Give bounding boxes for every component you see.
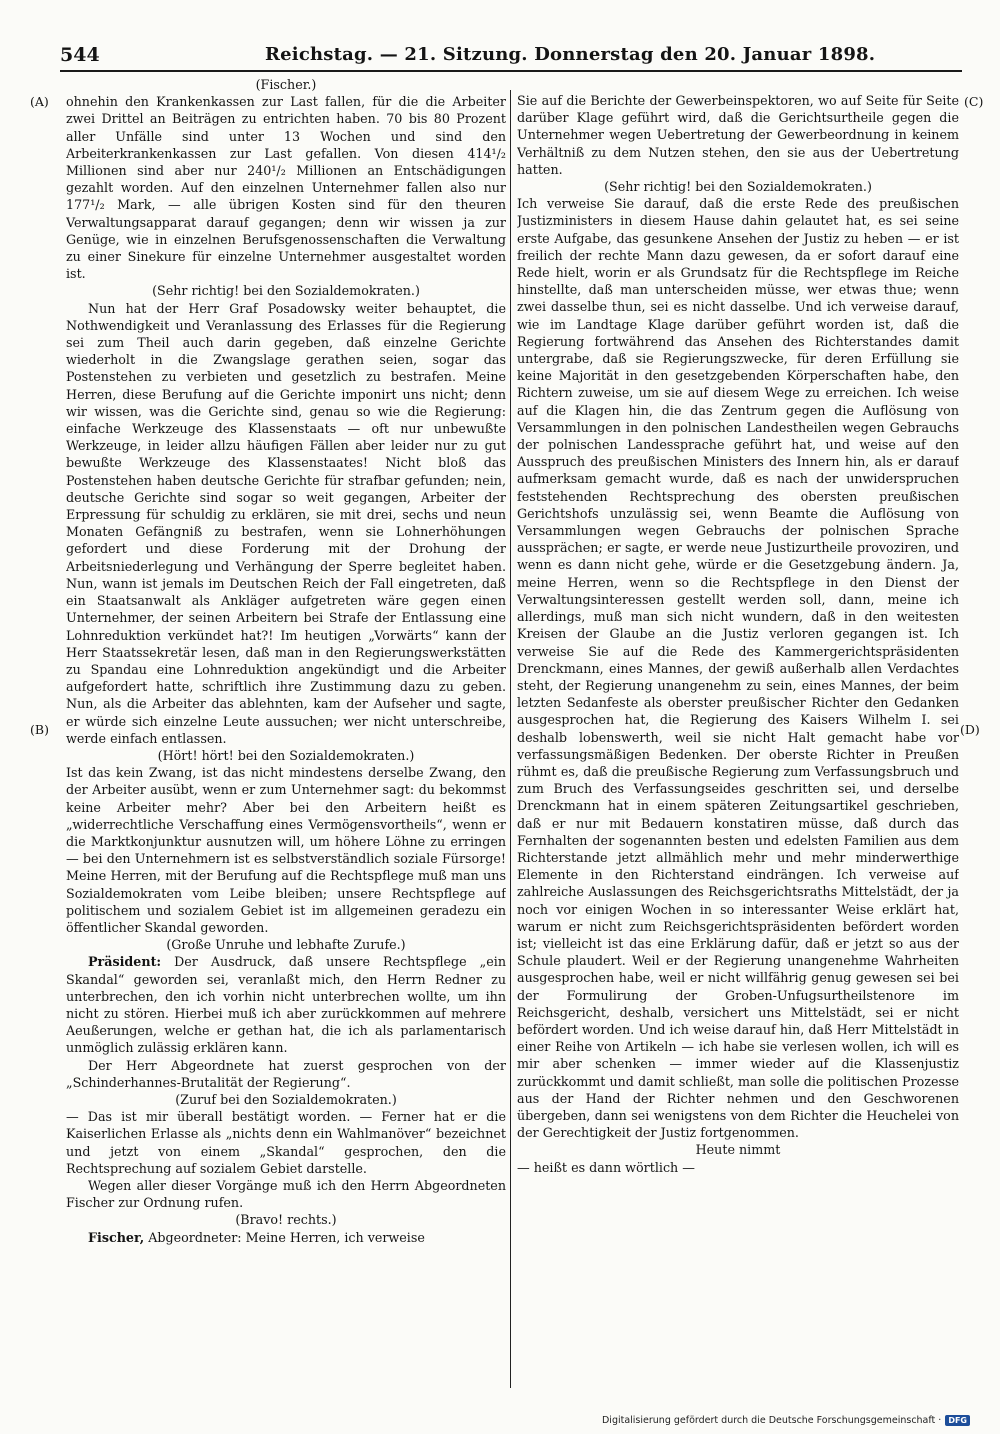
margin-mark-d: (D): [960, 722, 980, 737]
paragraph: [517, 92, 959, 178]
header-rule: [60, 70, 962, 72]
interjection: [517, 1141, 959, 1158]
interjection: [66, 282, 506, 299]
paragraph-text: — heißt es dann wörtlich —: [517, 1159, 695, 1175]
paragraph: [66, 93, 506, 282]
paragraph-text: (Zuruf bei den Sozialdemokraten.): [175, 1091, 397, 1107]
page-header: [60, 44, 962, 72]
paragraph: [66, 764, 506, 936]
margin-mark-a: (A): [30, 94, 49, 109]
paragraph-text: Wegen aller dieser Vorgänge muß ich den Herrn Abgeordneten Fischer zur Ordnung rufen.: [66, 1178, 506, 1211]
paragraph-text: (Sehr richtig! bei den Sozialdemokraten.): [152, 283, 420, 299]
paragraph: [66, 1177, 506, 1211]
paragraph: [66, 1229, 506, 1246]
paragraph-text: (Hört! hört! bei den Sozialdemokraten.): [157, 747, 415, 763]
paragraph-text: — Das ist mir überall bestätigt worden. — Ferner hat er die Kaiserlichen Erlasse als „nichts denn ein Wahlmanöver“ bezeichnet und jetzt von einem „Skandal“ gesprochen, den die Rechtsprechung auf sozialem Gebiet darstelle.: [66, 1109, 506, 1176]
paragraph-text: Der Herr Abgeordnete hat zuerst gesprochen von der „Schinderhannes-Brutalität der Regierung“.: [66, 1057, 506, 1090]
margin-mark-b: (B): [30, 722, 49, 737]
paragraph-text: Ich verweise Sie darauf, daß die erste Rede des preußischen Justizministers in diesem Hause dahin gelautet hat, es sei seine erste Aufgabe, das gesunkene Ansehen der Justiz zu heben — er ist freilich der rechte Mann dazu gewesen, da er sofort darauf eine Rede hielt, worin er als Grundsatz für die Rechtspflege im Reiche hinstellte, daß man unterscheiden müsse, wer etwas thue; wenn zwei dasselbe thun, sei es nicht dasselbe. Und ich verweise darauf, wie im Landtage Klage darüber geführt worden ist, daß die Regierung fortwährend das Ansehen des Richterstandes damit untergrabe, daß sie Regierungszwecke, für deren Erfüllung sie keine Majorität in den gesetzgebenden Körperschaften habe, den Richtern zuweise, um sie auf diesem Wege zu erreichen. Ich weise auf die Klagen hin, die das Zentrum gegen die Auflösung von Versammlungen in den polnischen Landestheilen wegen Gebrauchs der polnischen Landessprache geführt hat, und weise auf den Ausspruch des preußischen Ministers des Innern hin, als er darauf aufmerksam gemacht wurde, daß es nach der unwiderspruchen feststehenden Rechtsprechung des obersten preußischen Gerichtshofs unzulässig sei, wenn Beamte die Auflösung von Versammlungen wegen Gebrauchs der polnischen Sprache aussprächen; er sagte, er werde neue Justizurtheile provoziren, und wenn es dann nicht gehe, würde er die Gesetzgebung ändern. Ja, meine Herren, wenn so die Rechtspflege in den Dienst der Verwaltungsinteressen gestellt werden soll, dann, meine ich allerdings, muß man sich nicht wundern, daß in den weitesten Kreisen der Glaube an die Justiz verloren gegangen ist. Ich verweise Sie auf die Rede des Kammergerichtspräsidenten Drenckmann, eines Mannes, der gewiß außerhalb allen Verdachtes steht, der Regierung unangenehm zu sein, eines Mannes, der beim letzten Sedanfeste als oberster preußischer Richter den Gedanken ausgesprochen hat, die Regierung des Kaisers Wilhelm I. sei deshalb lobenswerth, weil sie nicht Halt gemacht habe vor verfassungsmäßigen Bedenken. Der oberste Richter in Preußen rühmt es, daß die preußische Regierung zum Verfassungsbruch und zum Bruch des Verfassungseides geschritten sei, und derselbe Drenckmann hat in einem späteren Zeitungsartikel geschrieben, daß er nur mit Bedauern konstatiren müsse, daß durch das Fernhalten der sogenannten besten und edelsten Familien aus dem Richterstande jetzt allmählich mehr und mehr minderwerthige Elemente in den Richterstand eindrängen. Ich verweise auf zahlreiche Auslassungen des Reichsgerichtsraths Mittelstädt, der ja noch vor einigen Wochen in so interessanter Weise erklärt hat, warum er nicht zum Reichsgerichtspräsidenten befördert worden ist; vielleicht ist das eine Erklärung dafür, daß er jetzt so aus der Schule plaudert. Weil er der Regierung unangenehme Wahrheiten ausgesprochen habe, weil er nicht willfährig genug gewesen sei bei der Formulirung der Groben-Unfugsurtheilstenore im Reichsgericht, deshalb, versichert uns Mittelstädt, sei er nicht befördert worden. Und ich weise darauf hin, daß Herr Mittelstädt in einer Reihe von Artikeln — ich habe sie verlesen wollen, ich will es mir aber schenken — immer wieder auf die Klassenjustiz zurückkommt und damit schließt, man solle die politischen Prozesse aus der Hand der Richter nehmen und den Geschworenen übergeben, dann sei wenigstens von dem Richter die Heuchelei von der Gerechtigkeit der Justiz fortgenommen.: [517, 196, 959, 1141]
interjection: [517, 178, 959, 195]
paragraph-text: Heute nimmt: [695, 1142, 781, 1158]
footer: [602, 1415, 970, 1426]
paragraph: [66, 1057, 506, 1091]
margin-mark-c: (C): [964, 94, 984, 109]
footer-credit: Digitalisierung gefördert durch die Deutsche Forschungsgemeinschaft ·: [601, 1415, 942, 1426]
paragraph-text: Der Ausdruck, daß unsere Rechtspflege „ein Skandal“ geworden sei, veranlaßt mich, den Herrn Redner zu unterbrechen, den ich vorhin nicht unterbrechen wollte, um ihn nicht zu stören. Hierbei muß ich aber zurückkommen auf mehrere Aeußerungen, welche er gethan hat, die ich als parlamentarisch unmöglich zulässig erklären kann.: [66, 954, 506, 1056]
interjection: [66, 747, 506, 764]
paragraph: [517, 195, 959, 1141]
paragraph: [66, 953, 506, 1056]
paragraph-text: (Fischer.): [255, 77, 317, 92]
paragraph-text: Sie auf die Berichte der Gewerbeinspektoren, wo auf Seite für Seite darüber Klage geführt wird, daß die Gerichtsurtheile gegen die Unternehmer wegen Uebertretung der Gewerbeordnung in keinem Verhältniß zu dem Nutzen stehen, den sie aus der Uebertretung hatten.: [517, 93, 959, 177]
paragraph-text: Abgeordneter: Meine Herren, ich verweise: [144, 1229, 425, 1245]
running-title: Reichstag. — 21. Sitzung. Donnerstag den 20. Januar 1898.: [265, 44, 876, 65]
paragraph-text: Nun hat der Herr Graf Posadowsky weiter behauptet, die Nothwendigkeit und Veranlassung des Erlasses für die Regierung sei zum Theil auch darin gegeben, daß einzelne Gerichte wiederholt in die Zwangslage gerathen seien, sogar das Postenstehen zu verbieten und gesetzlich zu bestrafen. Meine Herren, diese Berufung auf die Gerichte imponirt uns nicht; denn wir wissen, was die Gerichte sind, genau so wie die Regierung: einfache Werkzeuge des Klassenstaats — oft nur unbewußte Werkzeuge, in leider allzu häufigen Fällen aber leider nur zu gut bewußte Werkzeuge des Klassenstaates! Nicht bloß das Postenstehen haben deutsche Gerichte für strafbar gefunden; nein, deutsche Gerichte sind sogar so weit gegangen, Arbeiter der Erpressung für schuldig zu erklären, sie mit drei, sechs und neun Monaten Gefängniß zu bestrafen, wenn sie Lohnerhöhungen gefordert und diese Forderung mit der Drohung der Arbeitsniederlegung und Verhängung der Sperre begleitet haben. Nun, wann ist jemals im Deutschen Reich der Fall eingetreten, daß ein Staatsanwalt als Ankläger aufgetreten wäre gegen einen Unternehmer, der seinen Arbeitern bei Strafe der Entlassung eine Lohnreduktion verkündet hat?! Im heutigen „Vorwärts“ kann der Herr Staatssekretär lesen, daß man in den Regierungswerkstätten zu Spandau eine Lohnreduktion angekündigt und die Arbeiter aufgefordert hatte, schriftlich ihre Zustimmung dazu zu geben. Nun, als die Arbeiter das ablehnten, kam der Aufseher und sagte, er würde sich einzelne Leute aussuchen; wer nicht unterschreibe, werde einfach entlassen.: [66, 300, 506, 746]
paragraph-text: Ist das kein Zwang, ist das nicht mindestens derselbe Zwang, den der Arbeiter ausübt, wenn er zum Unternehmer sagt: du bekommst keine Arbeiter mehr? Aber bei den Arbeitern heißt es „widerrechtliche Verschaffung eines Vermögensvortheils“, wenn er die Marktkonjunktur ausnutzen will, um höhere Löhne zu erringen — bei den Unternehmern ist es selbstverständlich soziale Fürsorge! Meine Herren, mit der Berufung auf die Rechtspflege muß man uns Sozialdemokraten vom Leibe bleiben; unsere Rechtspflege auf politischem und sozialem Gebiet ist im allgemeinen geradezu ein öffentlicher Skandal geworden.: [66, 765, 506, 935]
paragraph: [517, 1159, 959, 1176]
left-column: [66, 76, 506, 1396]
interjection: [66, 936, 506, 953]
paragraph: [66, 300, 506, 747]
paragraph-text: ohnehin den Krankenkassen zur Last fallen, für die die Arbeiter zwei Drittel an Beiträgen zu entrichten haben. 70 bis 80 Prozent aller Unfälle sind unter 13 Wochen und sind den Arbeiterkrankenkassen zur Last gefallen. Von diesen 414¹/₂ Millionen sind aber nur 240¹/₂ Millionen an Entschädigungen gezahlt worden. Auf den einzelnen Unternehmer fallen also nur 177¹/₂ Mark, — alle übrigen Kosten sind für den theuren Verwaltungsapparat darauf gegangen; denn wir wissen ja zur Genüge, wie in einzelnen Berufsgenossenschaften die Verwaltung zu einer Sinekure für einzelne Unternehmer ausgestaltet worden ist.: [66, 94, 506, 282]
speaker-name: Präsident:: [88, 954, 162, 970]
paragraph-text: (Große Unruhe und lebhafte Zurufe.): [166, 937, 406, 953]
interjection: [66, 1091, 506, 1108]
paragraph-text: (Sehr richtig! bei den Sozialdemokraten.): [604, 179, 872, 195]
interjection: [66, 76, 506, 93]
speaker-name: Fischer,: [88, 1229, 145, 1245]
column-divider: [510, 90, 511, 1388]
page-number: 544: [60, 44, 100, 66]
interjection: [66, 1211, 506, 1228]
dfg-logo: DFG: [945, 1415, 970, 1426]
paragraph-text: (Bravo! rechts.): [235, 1212, 337, 1228]
right-column: [517, 92, 959, 1412]
paragraph: [66, 1108, 506, 1177]
